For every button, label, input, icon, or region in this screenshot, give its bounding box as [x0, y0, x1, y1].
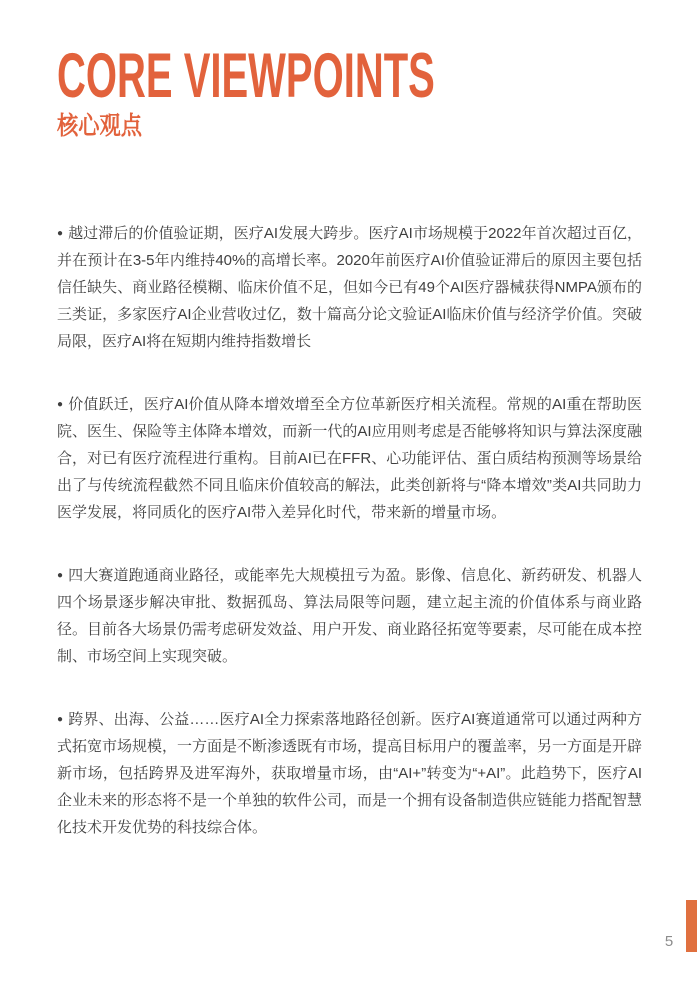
viewpoint-paragraph — [57, 391, 642, 526]
page-title: CORE VIEWPOINTS — [57, 41, 435, 111]
page-subtitle: 核心观点 — [57, 112, 143, 141]
accent-bar — [686, 900, 697, 952]
bullet-icon: ● — [57, 399, 64, 410]
bullet-icon: ● — [57, 714, 64, 725]
viewpoints-list — [57, 220, 642, 877]
viewpoint-paragraph — [57, 706, 642, 841]
viewpoint-text: 越过滞后的价值验证期，医疗AI发展大跨步。医疗AI市场规模于2022年首次超过百亿，并在预计在3-5年内维持40%的高增长率。2020年前医疗AI价值验证滞后的原因主要包括信任缺失、商业路径模糊、临床价值不足，但如今已有49个AI医疗器械获得NMPA颁布的三类证，多家医疗AI企业营收过亿，数十篇高分论文验证AI临床价值与经济学价值。突破局限，医疗AI将在短期内维持指数增长 — [57, 225, 642, 350]
viewpoint-text: 四大赛道跑通商业路径，或能率先大规模扭亏为盈。影像、信息化、新药研发、机器人四个场景逐步解决审批、数据孤岛、算法局限等问题，建立起主流的价值体系与商业路径。目前各大场景仍需考虑研发效益、用户开发、商业路径拓宽等要素，尽可能在成本控制、市场空间上实现突破。 — [57, 567, 643, 665]
viewpoint-paragraph — [57, 220, 642, 355]
page-number: 5 — [664, 933, 674, 950]
viewpoint-paragraph — [57, 562, 642, 670]
bullet-icon: ● — [57, 228, 64, 239]
viewpoint-text: 跨界、出海、公益……医疗AI全力探索落地路径创新。医疗AI赛道通常可以通过两种方式拓宽市场规模，一方面是不断渗透既有市场，提高目标用户的覆盖率，另一方面是开辟新市场，包括跨界及进军海外，获取增量市场，由“AI+”转变为“+AI”。此趋势下，医疗AI企业未来的形态将不是一个单独的软件公司，而是一个拥有设备制造供应链能力搭配智慧化技术开发优势的科技综合体。 — [57, 711, 643, 836]
viewpoint-text: 价值跃迁，医疗AI价值从降本增效增至全方位革新医疗相关流程。常规的AI重在帮助医院、医生、保险等主体降本增效，而新一代的AI应用则考虑是否能够将知识与算法深度融合，对已有医疗流程进行重构。目前AI已在FFR、心功能评估、蛋白质结构预测等场景给出了与传统流程截然不同且临床价值较高的解法，此类创新将与“降本增效”类AI共同助力医学发展，将同质化的医疗AI带入差异化时代，带来新的增量市场。 — [57, 396, 642, 521]
page-header — [57, 41, 652, 141]
bullet-icon: ● — [57, 570, 64, 581]
